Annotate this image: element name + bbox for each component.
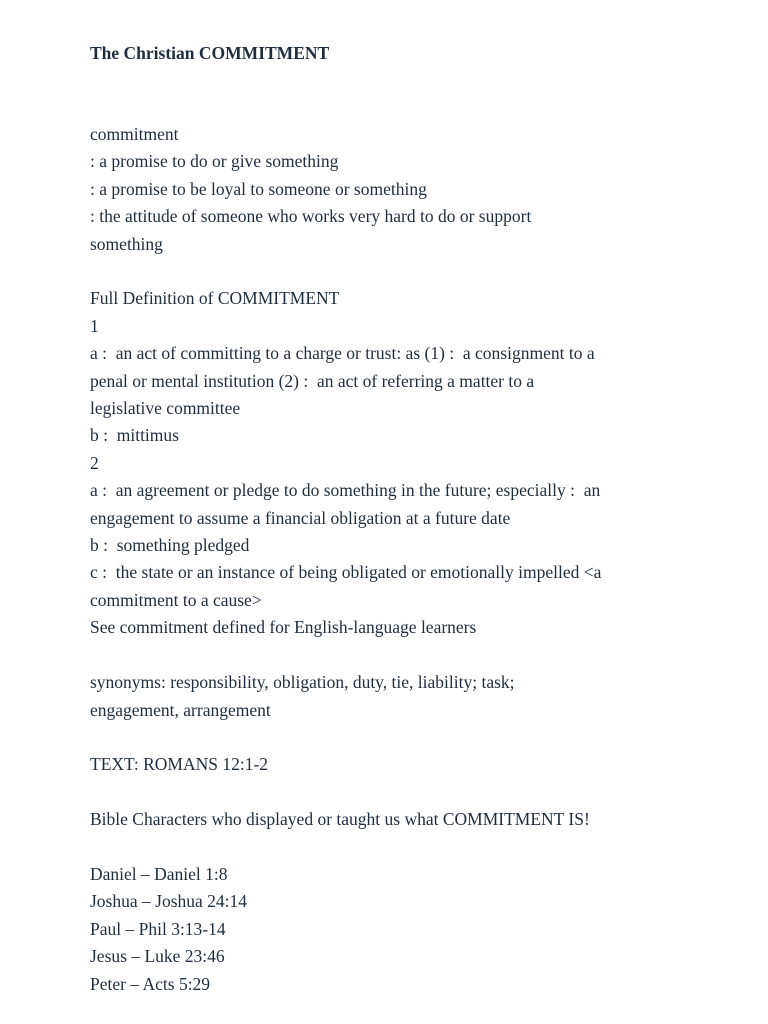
full-definition-line: b : something pledged [90, 535, 250, 556]
full-definition-line: 1 [90, 315, 99, 336]
spacer [90, 779, 690, 806]
character-entry: Peter – Acts 5:29 [90, 973, 211, 994]
full-definition-line: a : an act of committing to a charge or trust: as (1) : a consignment to a [90, 343, 595, 364]
spacer [90, 642, 690, 669]
full-definition-line: See commitment defined for English-language learners [90, 617, 477, 638]
spacer [90, 67, 690, 121]
character-entry: Daniel – Daniel 1:8 [90, 863, 228, 884]
full-definition-line: legislative committee [90, 398, 241, 419]
spacer [90, 258, 690, 285]
character-entry: Joshua – Joshua 24:14 [90, 891, 248, 912]
spacer [90, 834, 690, 861]
short-definition-line: : a promise to do or give something [90, 151, 339, 172]
full-definition-line: engagement to assume a financial obligation at a future date [90, 507, 511, 528]
short-definition-line: : the attitude of someone who works very hard to do or support [90, 206, 532, 227]
character-entry: Jesus – Luke 23:46 [90, 946, 225, 967]
character-entry: Paul – Phil 3:13-14 [90, 918, 226, 939]
document-page [90, 40, 690, 998]
full-definition-line: c : the state or an instance of being obligated or emotionally impelled <a [90, 562, 602, 583]
text-reference: TEXT: ROMANS 12:1-2 [90, 754, 269, 775]
full-definition-line: penal or mental institution (2) : an act of referring a matter to a [90, 370, 535, 391]
short-definition-line: something [90, 233, 163, 254]
short-definition-line: : a promise to be loyal to someone or something [90, 178, 427, 199]
full-definition-line: b : mittimus [90, 425, 179, 446]
full-definition-line: commitment to a cause> [90, 589, 262, 610]
definition-heading: commitment [90, 124, 179, 144]
characters-heading: Bible Characters who displayed or taught us what COMMITMENT IS! [90, 809, 590, 830]
spacer [90, 724, 690, 751]
full-definition-line: 2 [90, 452, 99, 473]
full-definition-line: a : an agreement or pledge to do something in the future; especially : an [90, 480, 601, 501]
full-definition-heading: Full Definition of COMMITMENT [90, 288, 340, 309]
document-title: The Christian COMMITMENT [90, 43, 330, 63]
synonyms-line: synonyms: responsibility, obligation, duty, tie, liability; task; [90, 672, 515, 693]
synonyms-line: engagement, arrangement [90, 699, 271, 720]
